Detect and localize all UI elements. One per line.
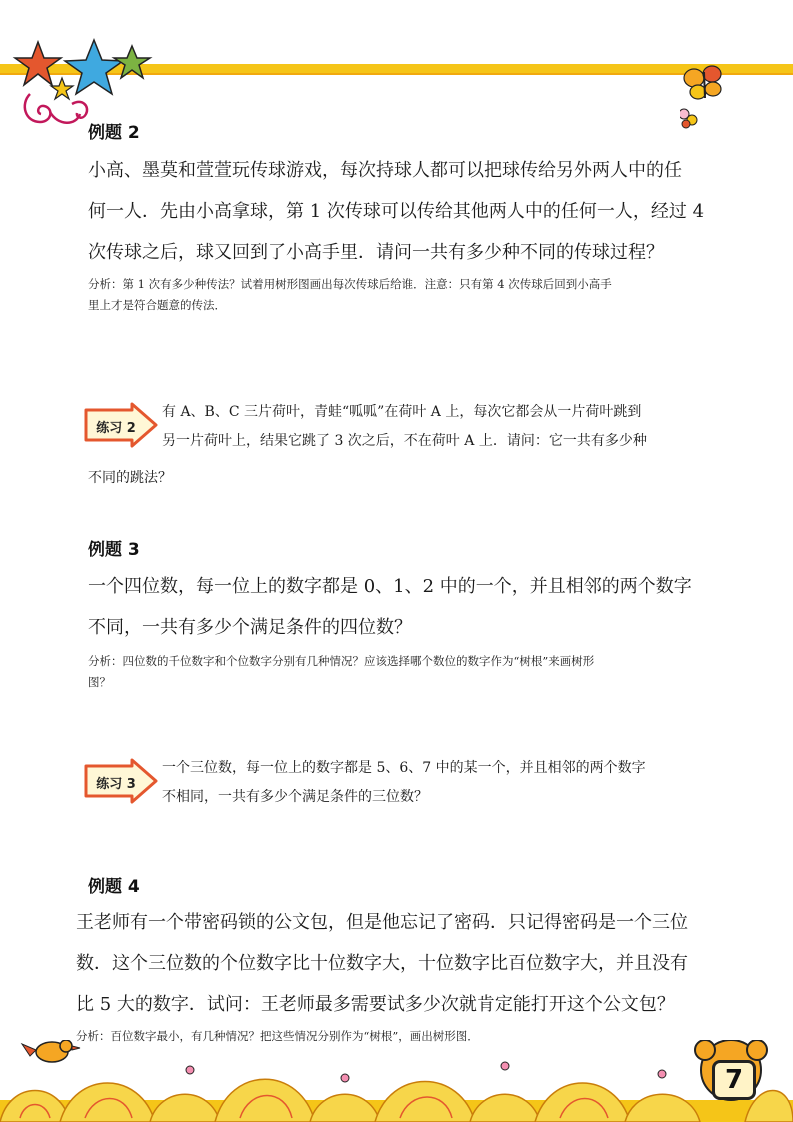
text-line: 何一人．先由小高拿球，第 1 次传球可以传给其他两人中的任何一人，经过 4 <box>88 201 705 222</box>
example-2-analysis <box>88 274 612 316</box>
practice-3-tag: 练习 3 <box>96 777 136 792</box>
example-4-question <box>76 902 688 1025</box>
text-line: 一个四位数，每一位上的数字都是 0、1、2 中的一个，并且相邻的两个数字 <box>88 576 692 597</box>
text-line: 比 5 大的数字．试问：王老师最多需要试多少次就肯定能打开这个公文包？ <box>76 994 675 1015</box>
example-3-question <box>88 566 692 648</box>
example-4-heading: 例题 4 <box>88 877 140 897</box>
text-line: 小高、墨莫和萱萱玩传球游戏，每次持球人都可以把球传给另外两人中的任 <box>88 160 682 181</box>
text-line: 不同，一共有多少个满足条件的四位数？ <box>88 617 412 638</box>
text-line: 分析：四位数的千位数字和个位数字分别有几种情况？应该选择哪个数位的数字作为“树根”来画树形 <box>88 654 595 668</box>
bird-icon <box>22 1040 80 1062</box>
text-line: 分析：百位数字最小，有几种情况？把这些情况分别作为“树根”，画出树形图． <box>76 1029 479 1043</box>
page-number: 7 <box>712 1060 756 1100</box>
text-line: 数．这个三位数的个位数字比十位数字大，十位数字比百位数字大，并且没有 <box>76 953 688 974</box>
practice-2-tag: 练习 2 <box>96 421 136 436</box>
text-line: 次传球之后，球又回到了小高手里．请问一共有多少种不同的传球过程？ <box>88 242 664 263</box>
text-line: 不同的跳法？ <box>88 470 172 486</box>
text-line: 里上才是符合题意的传法． <box>88 298 226 312</box>
star-icon <box>51 78 73 99</box>
practice-2-question-top <box>162 398 647 456</box>
example-2-heading: 例题 2 <box>88 123 140 143</box>
example-3-analysis <box>88 651 594 693</box>
text-line: 一个三位数，每一位上的数字都是 5、6、7 中的某一个，并且相邻的两个数字 <box>162 760 646 776</box>
text-line: 王老师有一个带密码锁的公文包，但是他忘记了密码．只记得密码是一个三位 <box>76 912 688 933</box>
text-line: 另一片荷叶上，结果它跳了 3 次之后，不在荷叶 A 上．请问：它一共有多少种 <box>162 433 647 449</box>
text-line: 分析：第 1 次有多少种传法？试着用树形图画出每次传球后给谁．注意：只有第 4 次传球后回到小高手 <box>88 277 612 291</box>
practice-2-question-bottom <box>88 464 172 493</box>
footer-decoration <box>0 1040 793 1122</box>
star-icon <box>114 46 150 78</box>
text-line: 有 A、B、C 三片荷叶，青蛙“呱呱”在荷叶 A 上，每次它都会从一片荷叶跳到 <box>162 404 642 420</box>
text-line: 图？ <box>88 675 111 689</box>
star-icon <box>15 42 61 85</box>
butterfly-icon <box>680 62 730 134</box>
example-3-heading: 例题 3 <box>88 540 140 560</box>
practice-3-question <box>162 754 646 812</box>
example-2-question <box>88 150 704 273</box>
text-line: 不相同，一共有多少个满足条件的三位数？ <box>162 789 428 805</box>
